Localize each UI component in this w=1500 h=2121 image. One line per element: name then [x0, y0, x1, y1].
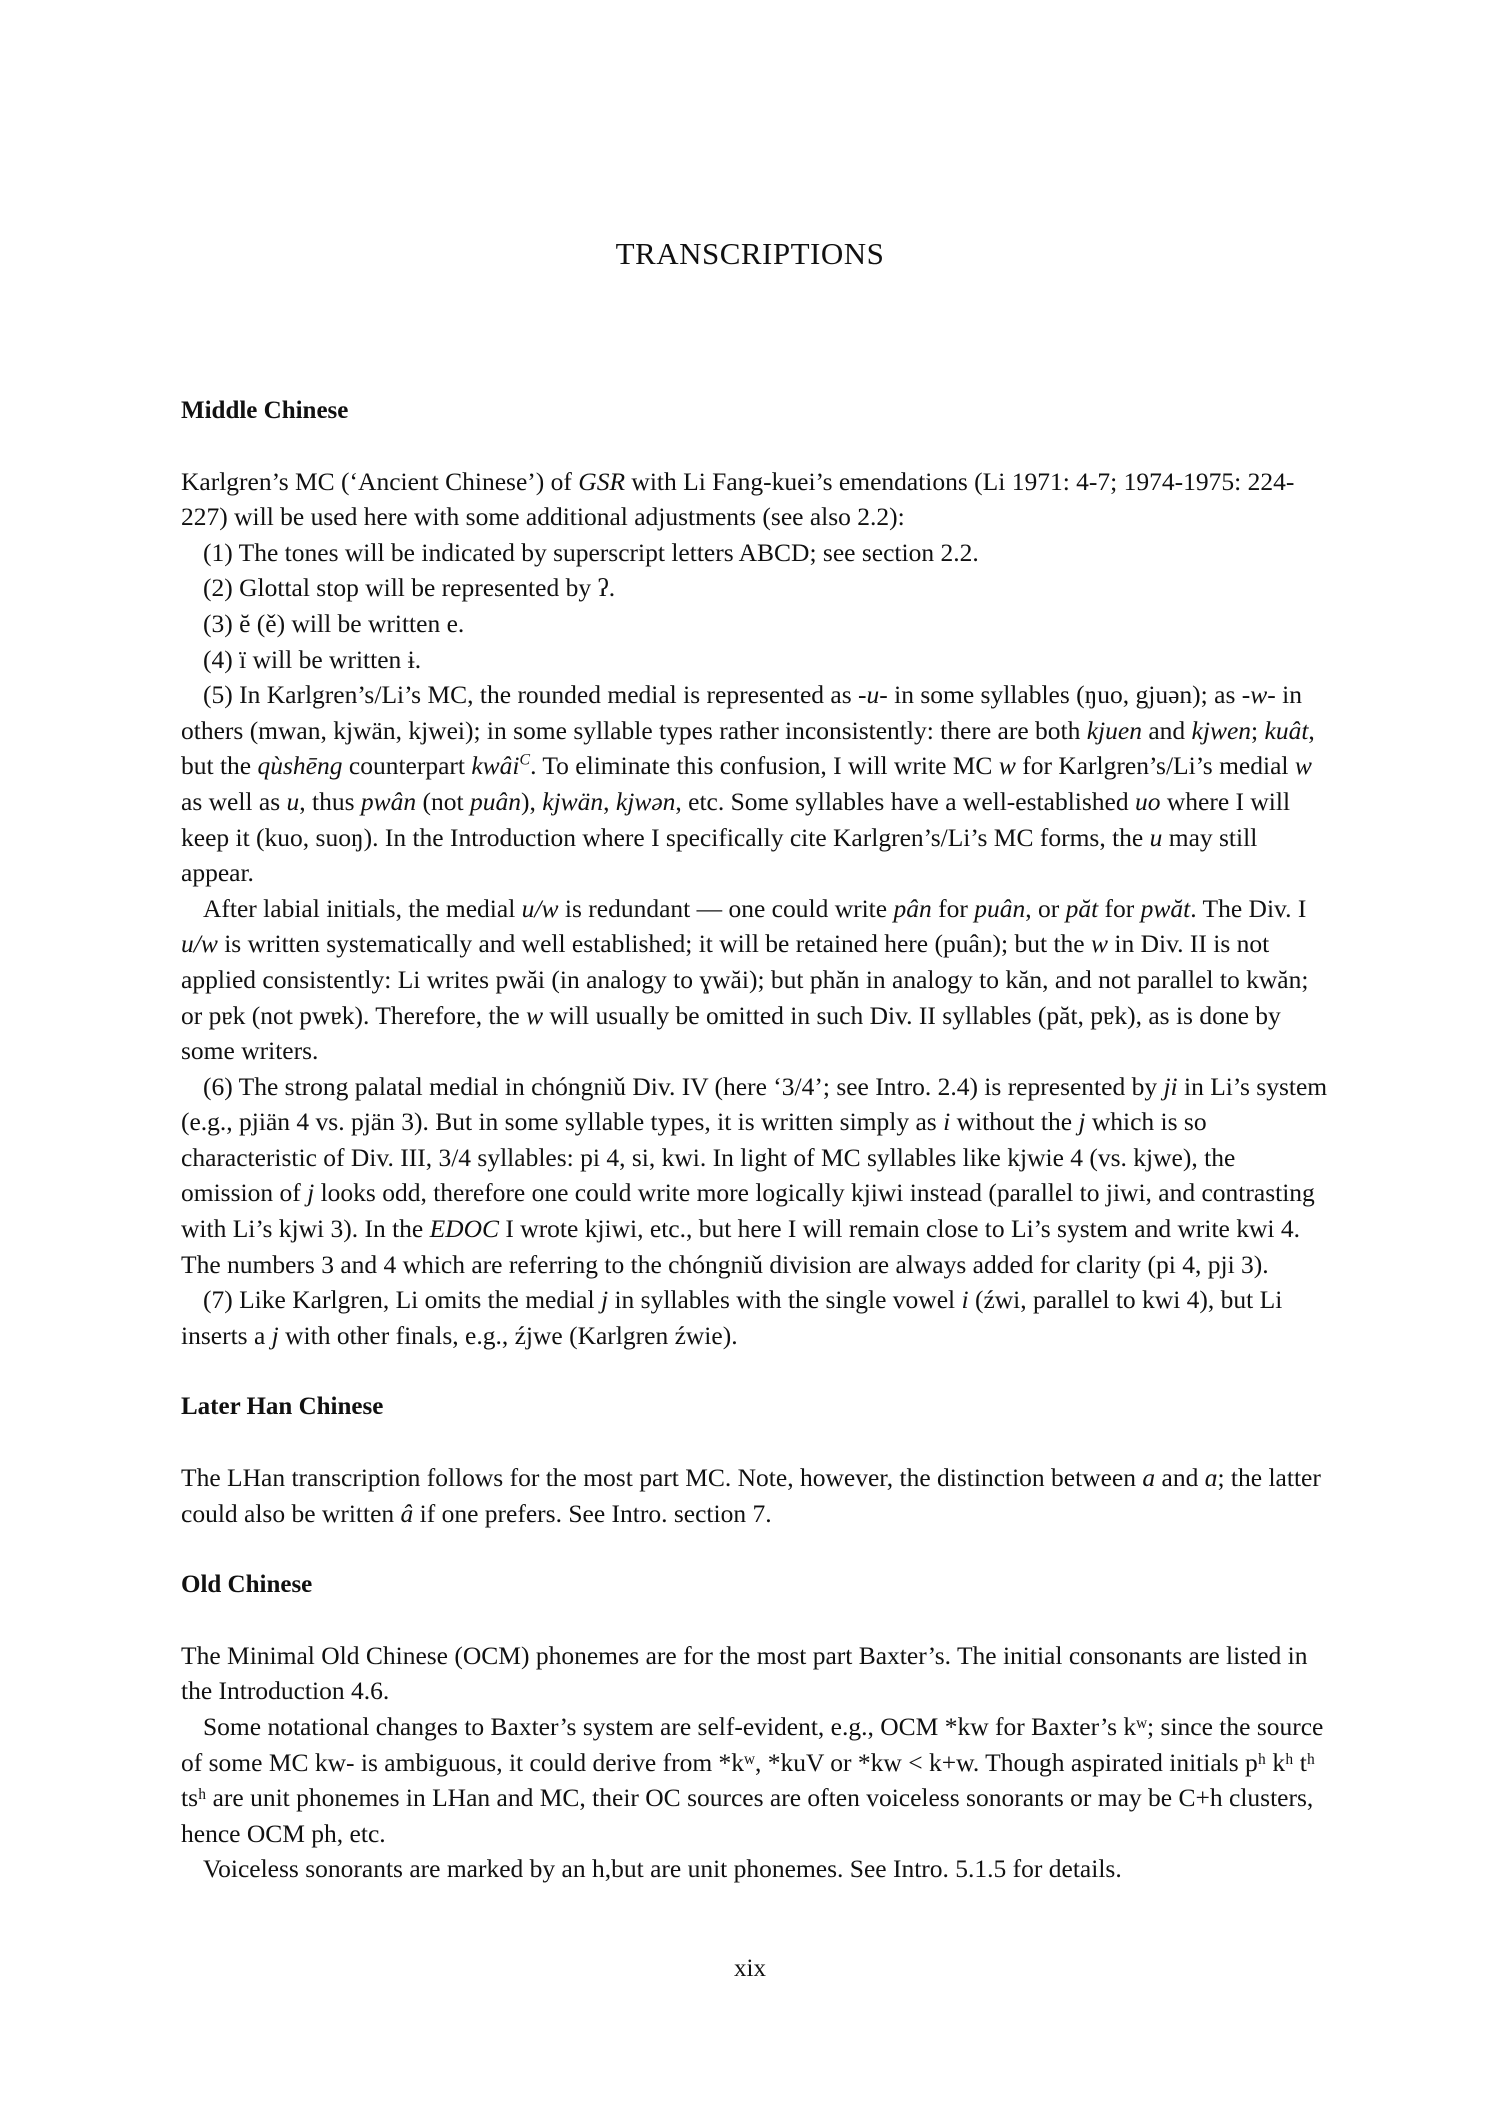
section-heading: Later Han Chinese: [181, 1393, 384, 1421]
section-heading: Middle Chinese: [181, 397, 349, 424]
paragraph: Karlgren’s MC (‘Ancient Chinese’) of GSR with Li Fang-kuei’s emendations (Li 1971: 4-7; 1974-1975: 224-227) will be used here with some additional adjustments (see also 2.2):: [181, 466, 1295, 532]
paragraph: After labial initials, the medial u/w is redundant — one could write pân for puân, or păt for pwăt. The Div. I u/w is written systematically and well established; it will be retained here (puân); but the w in Div. II is not applied consistently: Li writes pwăi (in analogy to ɣwăi); but phăn in analogy to kăn, and not parallel to kwăn; or pɐk (not pwɐk). Therefore, the w will usually be omitted in such Div. II syllables (păt, pɐk), as is done by some writers.: [181, 893, 1309, 1066]
paragraph: (7) Like Karlgren, Li omits the medial j in syllables with the single vowel i (źwi, parallel to kwi 4), but Li inserts a j with other finals, e.g., źjwe (Karlgren źwie).: [181, 1285, 1283, 1350]
paragraph: The LHan transcription follows for the most part MC. Note, however, the distinction between a and ɑ; the latter could also be written â if one prefers. See Intro. section 7.: [181, 1463, 1321, 1528]
page-number: xix: [734, 1955, 766, 1982]
section-middle-chinese: [181, 393, 1331, 1353]
section-later-han-chinese: [181, 1389, 1331, 1531]
section-old-chinese: [181, 1567, 1331, 1887]
paragraph: Some notational changes to Baxter’s system are self-evident, e.g., OCM *kw for Baxter’s kʷ; since the source of some MC kw- is ambiguous, it could derive from *kʷ, *kuV or *kw < k+w. Though aspirated initials pʰ kʰ tʰ tsʰ are unit phonemes in LHan and MC, their OC sources are often voiceless sonorants or may be C+h clusters, hence OCM ph, etc.: [181, 1712, 1324, 1848]
page-title: TRANSCRIPTIONS: [615, 236, 885, 271]
paragraph: (6) The strong palatal medial in chóngniǔ Div. IV (here ‘3/4’; see Intro. 2.4) is represented by ji in Li’s system (e.g., pjiän 4 vs. pjän 3). But in some syllable types, it is written simply as i without the j which is so characteristic of Div. III, 3/4 syllables: pi 4, si, kwi. In light of MC syllables like kjwie 4 (vs. kjwe), the omission of j looks odd, therefore one could write more logically kjiwi instead (parallel to jiwi, and contrasting with Li’s kjwi 3). In the EDOC I wrote kjiwi, etc., but here I will remain close to Li’s system and write kwi 4. The numbers 3 and 4 which are referring to the chóngniǔ division are always added for clarity (pi 4, pji 3).: [181, 1071, 1328, 1279]
paragraph: (4) ï will be written ɨ.: [203, 644, 422, 674]
paragraph: (3) ĕ (ě) will be written e.: [203, 608, 465, 638]
section-heading: Old Chinese: [181, 1571, 313, 1599]
body-text: [181, 393, 1331, 1923]
paragraph: The Minimal Old Chinese (OCM) phonemes are for the most part Baxter’s. The initial consonants are listed in the Introduction 4.6.: [181, 1640, 1308, 1706]
paragraph: Voiceless sonorants are marked by an h,but are unit phonemes. See Intro. 5.1.5 for details.: [203, 1854, 1122, 1884]
paragraph: (5) In Karlgren’s/Li’s MC, the rounded medial is represented as -u- in some syllables (ŋuo, gjuən); as -w- in others (mwan, kjwän, kjwei); in some syllable types rather inconsistently: there are both kjuen and kjwen; kuât, but the qùshēng counterpart kwâi$^C$. To eliminate this confusion, I will write MC w for Karlgren’s/Li’s medial w as well as u, thus pwân (not puân), kjwän, kjwən, etc. Some syllables have a well-established uo where I will keep it (kuo, suoŋ). In the Introduction where I specifically cite Karlgren’s/Li’s MC forms, the u may still appear.: [181, 680, 1315, 888]
paragraph: (2) Glottal stop will be represented by ʔ.: [203, 573, 616, 603]
paragraph: (1) The tones will be indicated by superscript letters ABCD; see section 2.2.: [203, 537, 979, 567]
